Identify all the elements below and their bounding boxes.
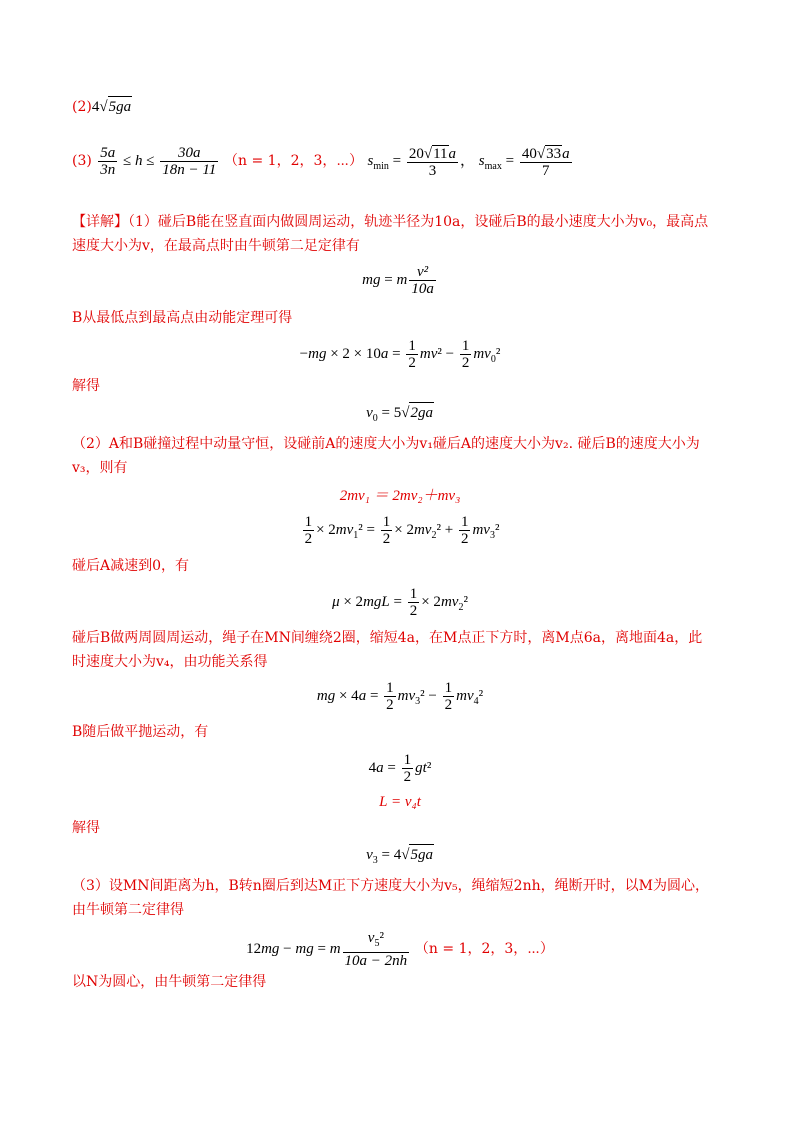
eq-v3: $v_3 = 4√5ga$: [0, 844, 800, 871]
eq-kinetic: $\frac{1}{2}$ × $2mv_1^2$ = $\frac{1}{2}$ × $2mv_2^2$ + $\frac{1}{2}$ $mv_3^2$: [304, 514, 500, 547]
detail-p8: 解得: [72, 820, 100, 836]
detail-p9-line1: （3）设MN间距离为h，B转n圈后到达M正下方速度大小为v₅，绳缩短2nh，绳断开时，以M为圆心，: [72, 878, 709, 894]
detail-p3: 解得: [72, 378, 100, 394]
eq-L: L = v₄t: [379, 794, 421, 810]
eq-work: mg × 4a = $\frac{1}{2}$ $mv_3^2$ − $\frac{1}{2}$ $mv_4^2$: [316, 680, 484, 713]
detail-p2: B从最低点到最高点由动能定理可得: [72, 310, 293, 326]
detail-p6-line1: 碰后B做两周圆周运动，绳子在MN间缠绕2圈，缩短4a，在M点正下方时，离M点6a，离地面4a，此: [72, 630, 703, 646]
eq-n-range: （n = 1，2，3，⋯）: [414, 940, 554, 957]
detail-p10: 以N为圆心，由牛顿第二定律得: [72, 974, 267, 990]
answer-2: (2)4√5ga: [72, 96, 132, 117]
answer-3: (3) $\frac{5a}{3n}$ ≤ h ≤ $\frac{30a}{18n - 11}$ （n = 1，2，3，⋯） $s_{min}$ = $\frac{20√11a}{3}$ ， $s_{max}$ = $\frac{40√33a}{7}$: [72, 145, 570, 179]
detail-p5: 碰后A减速到0，有: [72, 558, 190, 574]
answer-3-n-range: （n = 1，2，3，⋯）: [224, 153, 364, 169]
eq-energy: −mg × 2 × 10a = $\frac{1}{2}$ mv² − $\frac{1}{2}$ $mv_0^2$: [299, 338, 501, 371]
detail-p1-line1: [72, 212, 708, 232]
eq-centripetal: mg = m $\frac{\text{v²}}{10a}$: [362, 264, 434, 297]
answer-2-label: (2): [72, 99, 92, 115]
answer-3-label: (3): [72, 153, 92, 169]
detail-p9-line2: 由牛顿第二定律得: [72, 902, 184, 918]
detail-p4-line2: v₃，则有: [72, 460, 128, 476]
eq-tension: 12mg − mg = m $\frac{v_5^2}{10a - 2nh}$ （n = 1，2，3，⋯）: [246, 930, 554, 969]
detail-p4-line1: （2）A和B碰撞过程中动量守恒，设碰前A的速度大小为v₁碰后A的速度大小为v₂. 碰后B的速度大小为: [72, 436, 700, 452]
eq-fall: 4a = $\frac{1}{2}$ gt²: [368, 752, 432, 785]
eq-v0: $v_0 = 5√2ga$: [0, 402, 800, 429]
eq-friction: μ × 2mgL = $\frac{1}{2}$ × $2mv_2^2$: [332, 586, 468, 619]
detail-p6-line2: 时速度大小为v₄，由功能关系得: [72, 654, 268, 670]
detail-tag: 【详解】: [72, 214, 128, 230]
detail-p1-text: （1）碰后B能在竖直面内做圆周运动，轨迹半径为10a，设碰后B的最小速度大小为v₀，最高点: [128, 214, 709, 230]
detail-p7: B随后做平抛运动，有: [72, 724, 209, 740]
eq-momentum: 2mv₁ ＝ 2mv₂＋mv₃: [339, 488, 461, 504]
detail-p1-line2: 速度大小为v，在最高点时由牛顿第二足定律有: [72, 238, 360, 254]
